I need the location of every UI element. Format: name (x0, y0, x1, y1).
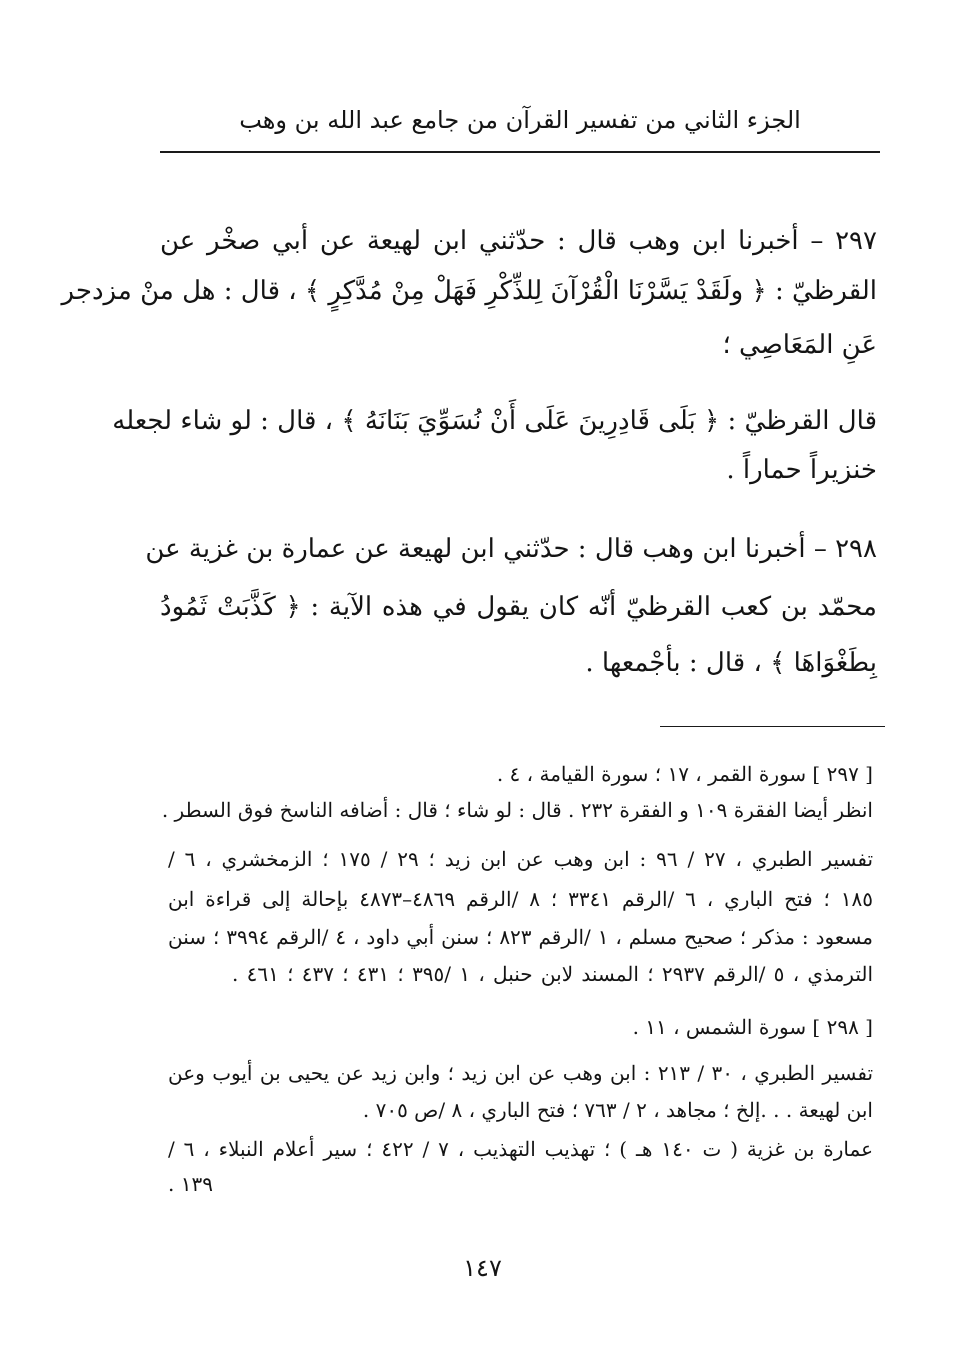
footnote-297-line-5: مسعود : مذكر ؛ صحيح مسلم ، ١ /الرقم ٨٢٣ ؛ سنن أبي داود ، ٤ /الرقم ٣٩٩٤ ؛ سنن (168, 925, 874, 949)
text-line-298-2: محمّد بن كعب القرظيّ أنّه كان يقول في هذه الآية : ﴿ كَذَّبَتْ ثَمُودُ (160, 592, 877, 622)
footnote-rule (660, 726, 885, 727)
text-line-297b-2: خنزيراً حماراً . (726, 455, 877, 485)
footnote-297-line-6: الترمذي ، ٥ /الرقم ٢٩٣٧ ؛ المسند لابن حنبل ، ١ /٣٩٥ ؛ ٤٣١ ؛ ٤٣٧ ؛ ٤٦١ . (232, 962, 874, 986)
text-line-298-1: ٢٩٨ – أخبرنا ابن وهب قال : حدّثني ابن لهيعة عن عمارة بن غزية عن (145, 534, 877, 564)
footnote-298-line-1: [ ٢٩٨ ] سورة الشمس ، ١١ . (632, 1015, 873, 1039)
text-line-297-3: عَنِ المَعَاصِي ؛ (722, 330, 877, 360)
page-number: ١٤٧ (463, 1254, 502, 1282)
footnote-297-line-4: ١٨٥ ؛ فتح الباري ، ٦ /الرقم ٣٣٤١ ؛ ٨ /الرقم ٤٨٦٩–٤٨٧٣ بإحالة إلى قراءة ابن (168, 887, 873, 911)
footnote-297-line-3: تفسير الطبري ، ٢٧ / ٩٦ : ابن وهب عن ابن زيد ؛ ٢٩ / ١٧٥ ؛ الزمخشري ، ٦ / (168, 847, 874, 871)
footnote-297-line-1: [ ٢٩٧ ] سورة القمر ، ١٧ ؛ سورة القيامة ، ٤ . (496, 762, 873, 786)
text-line-297-1: ٢٩٧ – أخبرنا ابن وهب قال : حدّثني ابن لهيعة عن أبي صخْر عن (160, 226, 877, 256)
running-head-title: الجزء الثاني من تفسير القرآن من جامع عبد الله بن وهب (239, 106, 801, 134)
text-line-297b-1: قال القرظيّ : ﴿ بَلَى قَادِرِينَ عَلَى أَنْ نُسَوِّيَ بَنَانَهُ ﴾ ، قال : لو شاء لجعله (112, 406, 877, 436)
text-line-297-2: القرظيّ : ﴿ ولَقَدْ يَسَّرْنَا الْقُرْآنَ لِلذِّكْرِ فَهَلْ مِنْ مُدَّكِرٍ ﴾ ، قال : هل منْ مزدجر (61, 276, 877, 306)
text-line-298-3: بِطَغْوَاهَا ﴾ ، قال : بأجْمعها . (585, 648, 877, 678)
footnote-297-line-2: انظر أيضا الفقرة ١٠٩ و الفقرة ٢٣٢ . قال : لو شاء ؛ قال : أضافه الناسخ فوق السطر . (161, 798, 873, 822)
header-rule (160, 151, 880, 153)
footnote-298-line-4: عمارة بن غزية ( ت ١٤٠ هـ ) ؛ تهذيب التهذيب ، ٧ / ٤٢٢ ؛ سير أعلام النبلاء ، ٦ / (168, 1137, 874, 1161)
footnote-298-line-3: ابن لهيعة . . .إلخ ؛ مجاهد ، ٢ / ٧٦٣ ؛ فتح الباري ، ٨ /ص ٧٠٥ . (362, 1098, 873, 1122)
footnote-298-line-2: تفسير الطبري ، ٣٠ / ٢١٣ : ابن وهب عن ابن زيد ؛ وابن زيد عن يحيى بن أيوب وعن (168, 1061, 874, 1085)
footnote-298-line-5: ١٣٩ . (168, 1172, 213, 1196)
